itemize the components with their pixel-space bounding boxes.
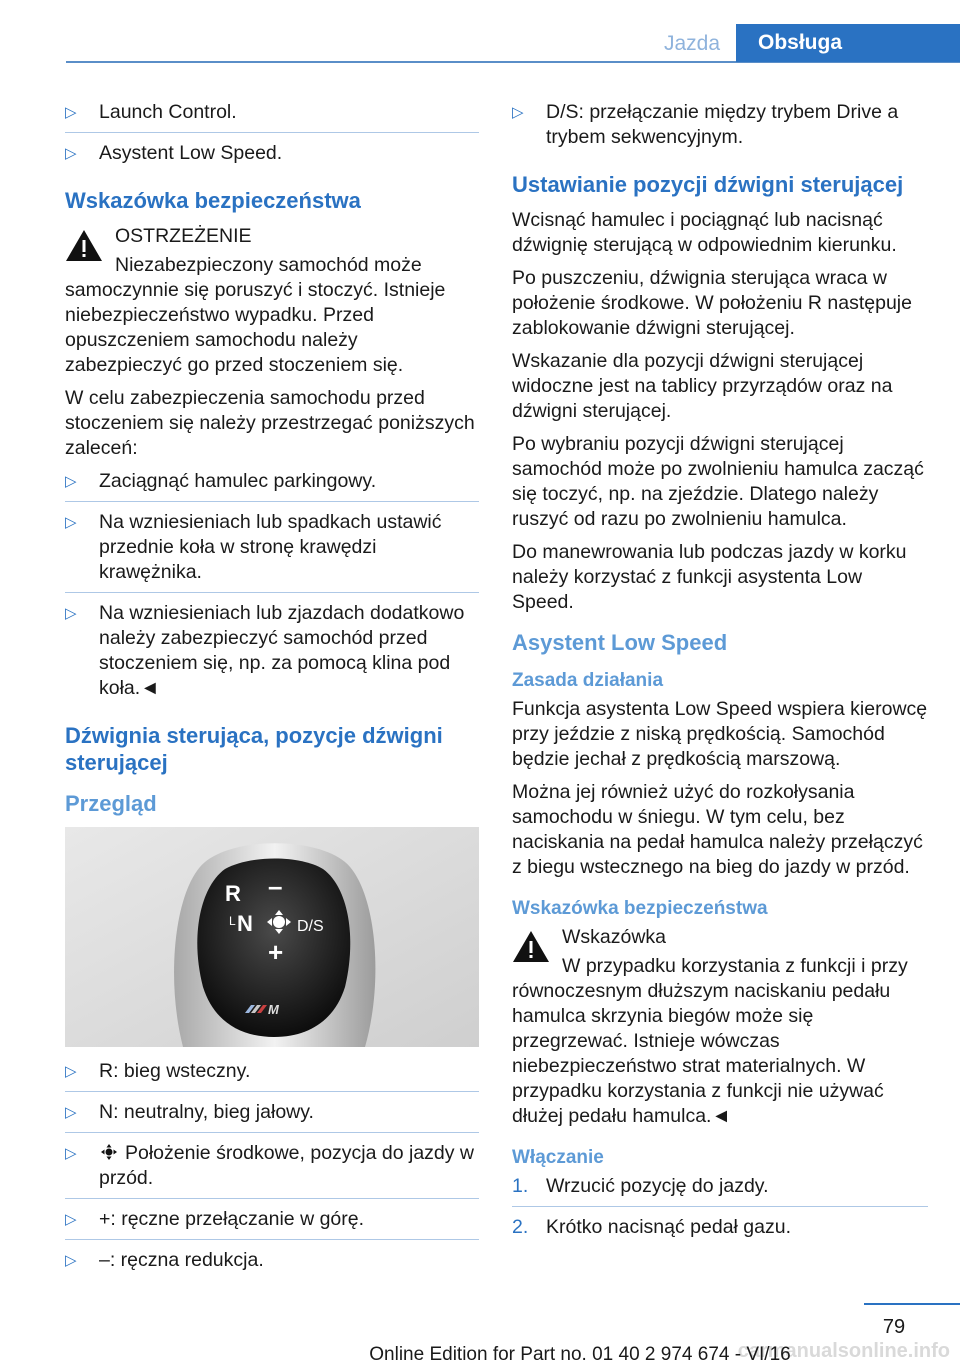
bullet-list-mid [65, 469, 479, 708]
paragraph: Funkcja asystenta Low Speed wspiera kierowcę przy jeździe z niską prędkością. Samochód będzie jechał z prędkością marszową. [512, 698, 928, 770]
note-text: W przypadku korzystania z funkcji i przy równoczesnym dłuższym naciskaniu pedału hamulca skrzynia biegów może się przegrzewać. Istnieje wówczas niebezpieczeństwo strat materialnych. W przypadku korzystania z funkcji nie używać dłużej pedału hamulca.◄ [512, 955, 908, 1127]
subheading-activation: Włączanie [512, 1147, 604, 1168]
gear-label-n: N [237, 911, 253, 936]
gear-label-minus: – [268, 871, 283, 901]
bullet-list-gear [65, 1059, 479, 1280]
bullet-icon: ▷ [65, 1145, 77, 1162]
svg-text:M: M [268, 1002, 279, 1017]
bullet-icon: ▷ [65, 145, 77, 162]
warning-triangle-icon [65, 228, 103, 262]
note-title: Wskazówka [562, 926, 667, 948]
watermark: carmanualsonline.info [737, 1340, 950, 1362]
center-position-icon [99, 1143, 119, 1161]
list-item: ▷ Zaciągnąć hamulec parkingowy. [65, 469, 479, 502]
bullet-icon: ▷ [65, 1211, 77, 1228]
bullet-icon: ▷ [65, 514, 77, 531]
safety-heading: Wskazówka bezpieczeństwa [65, 188, 361, 213]
list-item: ▷ N: neutralny, bieg jałowy. [65, 1100, 479, 1133]
list-item: ▷ Na wzniesieniach lub spadkach ustawić przednie koła w stronę krawędzi krawężnika. [65, 510, 479, 593]
bullet-icon: ▷ [65, 1063, 77, 1080]
section-heading-low-speed: Asystent Low Speed [512, 630, 728, 655]
subheading-function: Zasada działania [512, 670, 664, 691]
bullet-list-top [65, 100, 479, 173]
paragraph: Po wybraniu pozycji dźwigni sterującej samochód może po zwolnieniu hamulca zacząć się toczyć, np. na zjeździe. Dlatego należy ruszyć od razu po zwolnieniu hamulca. [512, 433, 924, 530]
list-item: 1. Wrzucić pozycję do jazdy. [512, 1174, 928, 1207]
list-item: 2. Krótko nacisnąć pedał gazu. [512, 1216, 791, 1238]
steps-list [512, 1174, 928, 1247]
list-item: ▷ Na wzniesieniach lub zjazdach dodatkowo należy zabezpieczyć samochód przed stoczeniem się, np. za pomocą klina pod koła.◄ [65, 602, 465, 699]
paragraph: Wskazanie dla pozycji dźwigni sterującej widoczne jest na tablicy przyrządów oraz na dźwigni sterującej. [512, 350, 893, 422]
footer-rule [864, 1303, 960, 1305]
bullet-icon: ▷ [512, 104, 524, 121]
gear-label-l: L [229, 914, 236, 928]
paragraph: Do manewrowania lub podczas jazdy w korku należy korzystać z funkcji asystenta Low Speed. [512, 541, 907, 613]
bullet-icon: ▷ [65, 104, 77, 121]
bullet-icon: ▷ [65, 605, 77, 622]
paragraph: W celu zabezpieczenia samochodu przed stoczeniem się należy przestrzegać poniższych zaleceń: [65, 387, 475, 459]
bullet-icon: ▷ [65, 1252, 77, 1269]
page-number: 79 [882, 1316, 906, 1338]
list-item: ▷ D/S: przełączanie między trybem Drive a trybem sekwencyjnym. [512, 101, 899, 148]
note-block [512, 925, 928, 1129]
section-heading-set-position: Ustawianie pozycji dźwigni sterującej [512, 172, 904, 197]
bullet-icon: ▷ [65, 473, 77, 490]
paragraph: Wcisnąć hamulec i pociągnąć lub nacisnąć dźwignię sterującą w odpowiednim kierunku. [512, 209, 897, 256]
left-column [65, 100, 479, 1288]
tab-obsluga[interactable]: Obsługa [736, 24, 960, 62]
list-item: ▷ Położenie środkowe, pozycja do jazdy w przód. [65, 1141, 479, 1199]
tab-jazda[interactable]: Jazda [663, 32, 721, 55]
gear-label-plus: + [268, 937, 284, 967]
list-item: ▷ Asystent Low Speed. [65, 142, 283, 164]
list-item: ▷ –: ręczna redukcja. [65, 1249, 264, 1271]
list-item: ▷ +: ręczne przełączanie w górę. [65, 1207, 479, 1240]
warning-block [65, 224, 479, 378]
footer-edition: Online Edition for Part no. 01 40 2 974 674 - VI/16 [369, 1344, 791, 1365]
warning-title: OSTRZEŻENIE [115, 225, 252, 247]
section-heading-overview: Przegląd [65, 791, 157, 816]
paragraph: Po puszczeniu, dźwignia sterująca wraca w położenie środkowe. W położeniu R następuje zablokowanie dźwigni sterującej. [512, 267, 912, 339]
bullet-list-ds [512, 100, 928, 157]
bullet-icon: ▷ [65, 1104, 77, 1121]
gear-label-r: R [225, 881, 241, 906]
warning-text: Niezabezpieczony samochód może samoczynnie się poruszyć i stoczyć. Istnieje niebezpieczeństwo wypadku. Przed opuszczeniem samochodu należy zabezpieczyć go przed stoczeniem się. [65, 254, 446, 376]
right-column [512, 100, 928, 1255]
warning-triangle-icon [512, 929, 550, 963]
section-heading-gear: Dźwignia sterująca, pozycje dźwigni sterującej [65, 723, 443, 775]
list-item: ▷ R: bieg wsteczny. [65, 1059, 479, 1092]
gear-label-ds: D/S [297, 918, 324, 935]
paragraph: Można jej również użyć do rozkołysania samochodu w śniegu. W tym celu, bez naciskania na pedał hamulca należy przełączyć z biegu wstecznego na bieg do jazdy w przód. [512, 781, 923, 878]
subheading-safety: Wskazówka bezpieczeństwa [512, 898, 768, 919]
list-item: ▷ Launch Control. [65, 100, 479, 133]
gear-selector-photo [65, 827, 479, 1047]
